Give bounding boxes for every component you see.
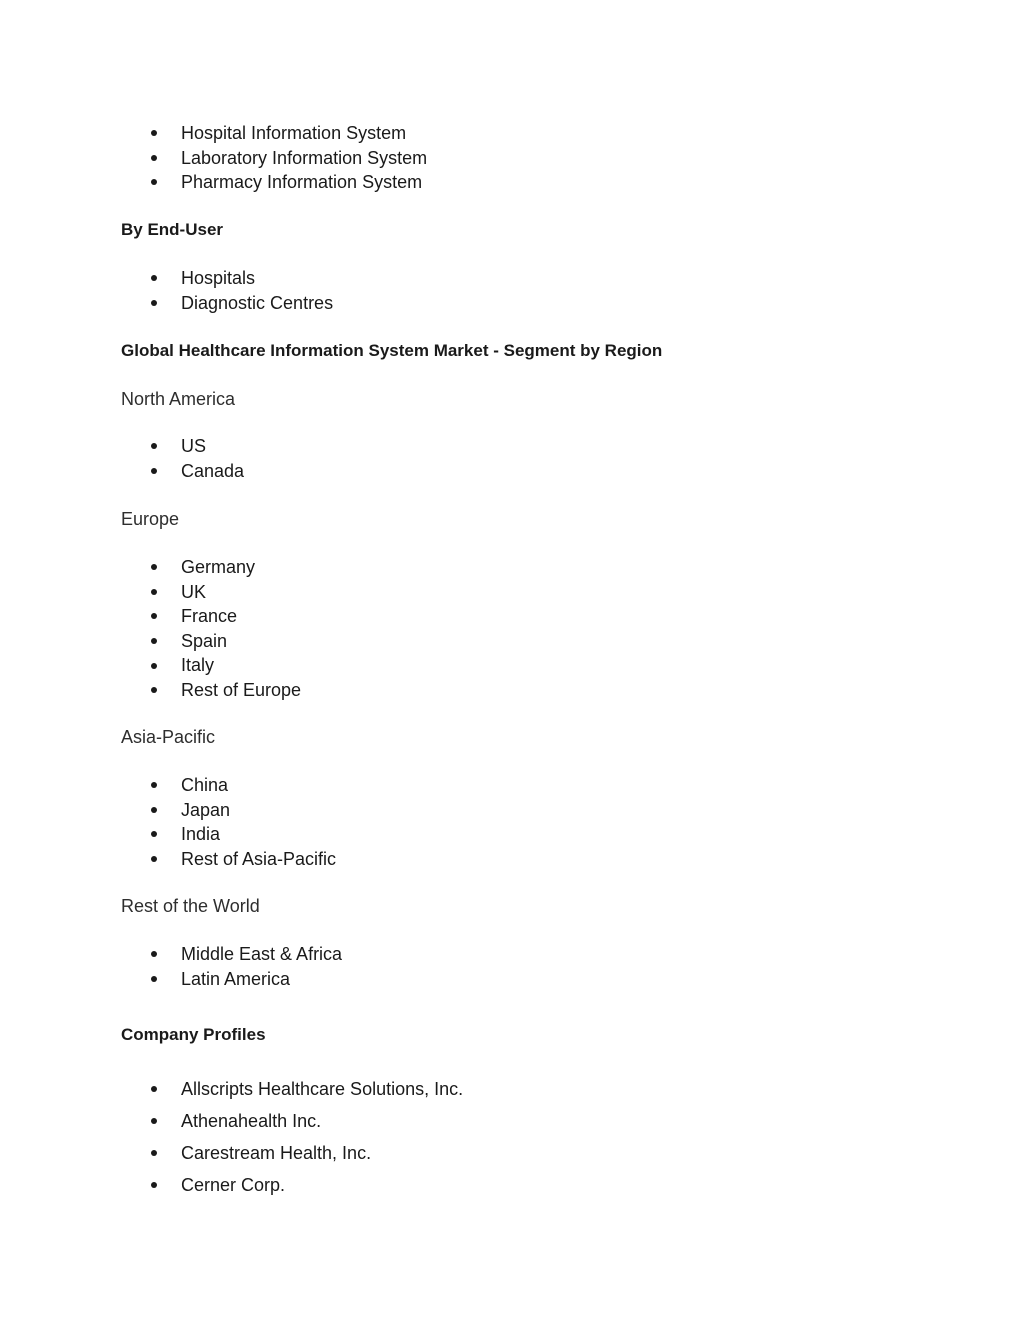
bullet-icon xyxy=(151,831,157,837)
region-heading: Global Healthcare Information System Market - Segment by Region xyxy=(121,341,663,360)
rest-of-world-title: Rest of the World xyxy=(121,896,260,916)
bullet-icon xyxy=(151,807,157,813)
company-profiles-heading: Company Profiles xyxy=(121,1025,266,1044)
asia-pacific-title: Asia-Pacific xyxy=(121,727,216,747)
bullet-icon xyxy=(151,951,157,957)
bullet-icon xyxy=(151,564,157,570)
bullet-icon xyxy=(151,782,157,788)
bullet-icon xyxy=(151,1182,157,1188)
bullet-icon xyxy=(151,275,157,281)
bullet-icon xyxy=(151,856,157,862)
bullet-icon xyxy=(151,663,157,669)
bullet-icon xyxy=(151,468,157,474)
bullet-icon xyxy=(151,443,157,449)
bullet-icon xyxy=(151,687,157,693)
end-user-heading: By End-User xyxy=(121,220,224,239)
bullet-icon xyxy=(151,179,157,185)
bullet-icon xyxy=(151,300,157,306)
europe-title: Europe xyxy=(121,509,180,529)
bullet-icon xyxy=(151,638,157,644)
bullet-icon xyxy=(151,155,157,161)
bullet-icon xyxy=(151,613,157,619)
bullet-icon xyxy=(151,1150,157,1156)
north-america-title: North America xyxy=(121,389,236,409)
bullet-icon xyxy=(151,130,157,136)
bullet-icon xyxy=(151,589,157,595)
document-page: Hospital Information System Laboratory Information System Pharmacy Information System By End-User Hospitals Diagnostic Centres Global Healthcare Information System Market - Segment by Region North America US Canada Europe Germany UK France Spain Italy Rest of Europe Asia-Pacific China Japan India Rest of Asia-Pacific Rest of the World Middle East & Africa Latin America Company Profiles Allscripts Healthcare Solutions, Inc. Athenahealth Inc. Carestream Health, Inc. Cerner Corp. xyxy=(121,123,663,1195)
bullet-icon xyxy=(151,976,157,982)
bullet-icon xyxy=(151,1086,157,1092)
bullet-icon xyxy=(151,1118,157,1124)
